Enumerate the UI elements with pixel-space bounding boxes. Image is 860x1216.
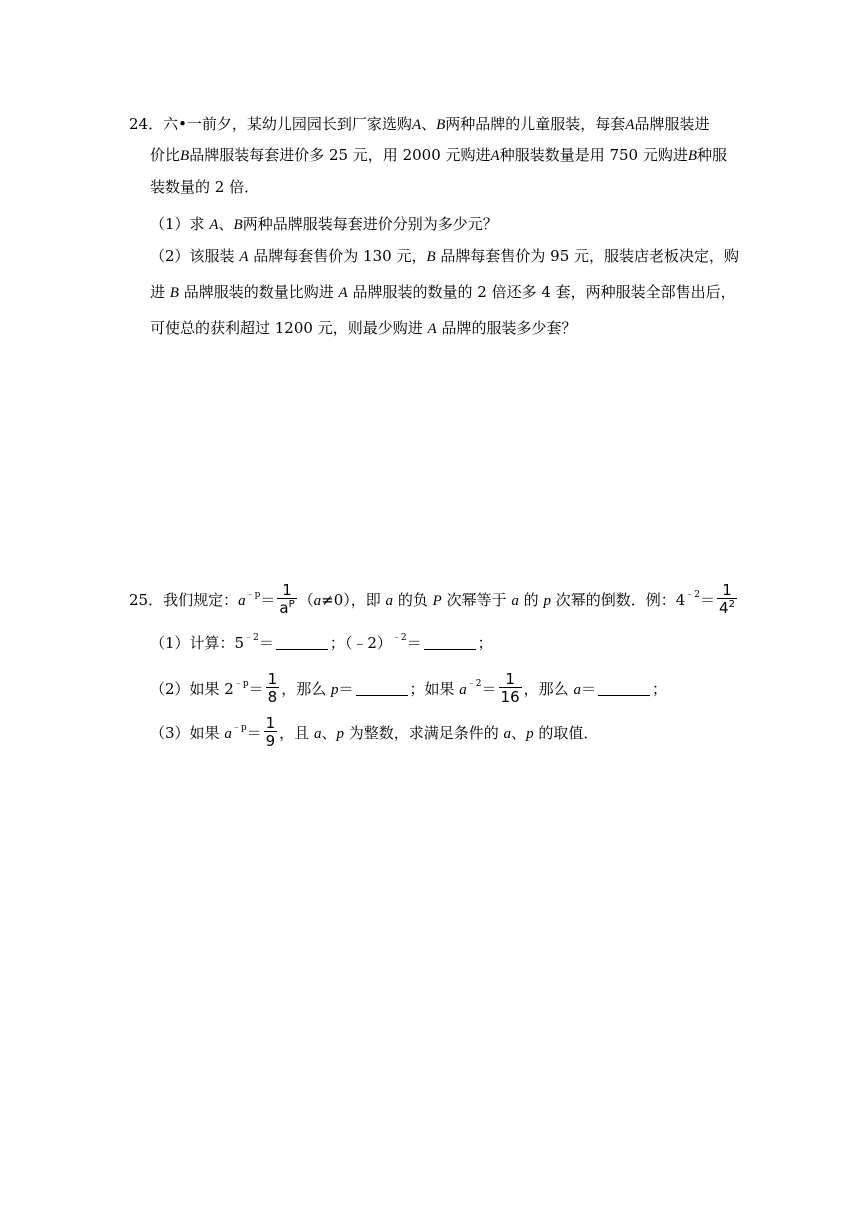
q24-sub-2-line-2: 进 B 品牌服装的数量比购进 A 品牌服装的数量的 2 倍还多 4 套，两种服装全部售出后， — [150, 283, 736, 301]
q24-line-2: 价比B品牌服装每套进价多 25 元，用 2000 元购进A种服装数量是用 750 元购进B种服 — [150, 146, 728, 164]
q24-sub-2-line-1: （2）该服装 A 品牌每套售价为 130 元，B 品牌每套售价为 95 元，服装店老板决定，购 — [150, 247, 740, 265]
q25-sub-2: （2）如果 $2^{﹣p}=$ $\frac{1}{8}$ ，那么 p＝ ；如果 $a^{﹣2}=$ $\frac{1}{16}$ ，那么 a＝ ； — [150, 670, 667, 706]
q25-line-1: 25．我们规定：$a^{﹣p}=$ $\frac{1}{a^P}$ （a≠0），即 a 的负 P 次幂等于 a 的 p 次幂的倒数．例：$4^{﹣2}=$ $\frac{1}{4^2}$ — [129, 581, 735, 617]
fraction-1-over-8: $\frac{1}{8}$ — [267, 670, 278, 706]
q24-line-3: 装数量的 2 倍． — [150, 178, 260, 196]
fraction-1-over-16: $\frac{1}{16}$ — [500, 670, 520, 706]
fraction-1-over-9: $\frac{1}{9}$ — [265, 714, 276, 750]
fraction-1-over-a-p: $\frac{1}{a^P}$ — [279, 581, 295, 617]
answer-blank-4[interactable] — [598, 681, 650, 696]
q24-sub-2-line-3: 可使总的获利超过 1200 元，则最少购进 A 品牌的服装多少套？ — [150, 319, 577, 337]
q25-sub-1: （1）计算：$5^{﹣2}=$ ；（﹣2）$^{﹣2}$＝ ； — [150, 633, 493, 652]
q24-line-1: 24．六•一前夕，某幼儿园园长到厂家选购A、B两种品牌的儿童服装，每套A品牌服装进 — [129, 115, 710, 133]
answer-blank-2[interactable] — [424, 635, 476, 650]
fraction-1-over-4-squared: $\frac{1}{4^2}$ — [719, 581, 735, 617]
answer-blank-1[interactable] — [276, 635, 328, 650]
answer-blank-3[interactable] — [356, 681, 408, 696]
q25-sub-3: （3）如果 $a^{﹣p}=$ $\frac{1}{9}$ ，且 a、p 为整数，求满足条件的 a、p 的取值． — [150, 714, 599, 750]
q24-sub-1: （1）求 A、B两种品牌服装每套进价分别为多少元？ — [150, 215, 498, 233]
